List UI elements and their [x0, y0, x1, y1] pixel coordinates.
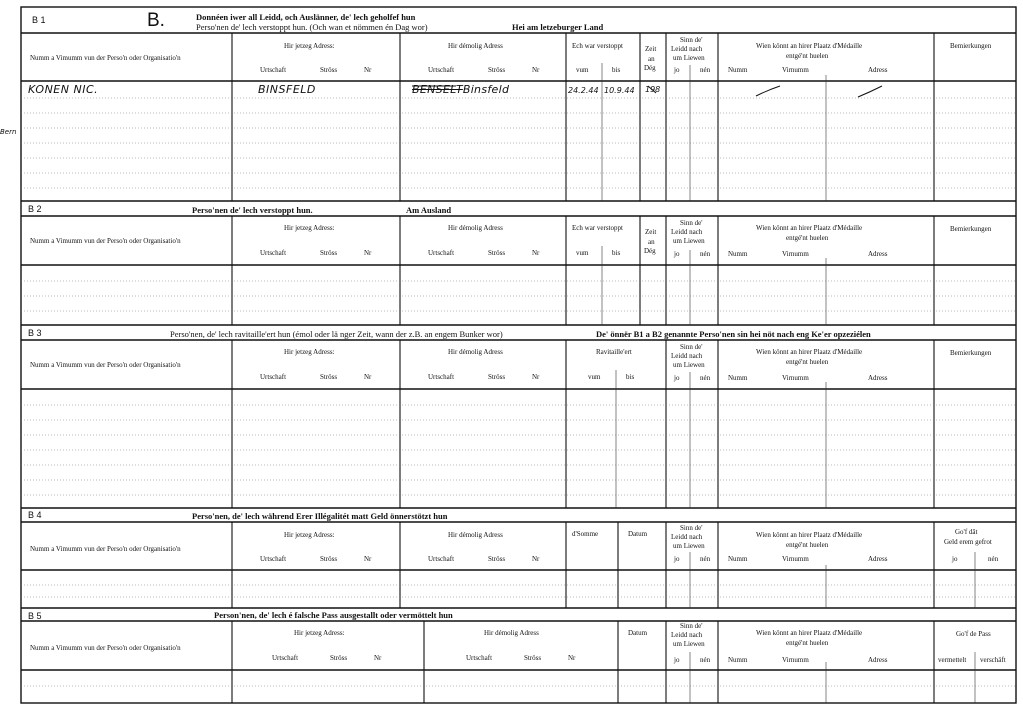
header-bis: bis [612, 66, 621, 74]
header-nr: Nr [364, 555, 372, 563]
entry-name: KONEN NIC. [28, 83, 99, 96]
header-sinn-2: Leidd nach [671, 352, 703, 360]
header-urtschaft: Urtschaft [272, 654, 299, 662]
header-hidden: Ech war verstoppt [572, 42, 623, 50]
section-b4-label: B 4 [28, 510, 42, 520]
header-virnumm: Virnumm [782, 250, 809, 258]
header-pass-vermettelt: vermettelt [938, 656, 967, 664]
header-medal-2: entgé'nt huelen [786, 234, 829, 242]
header-former-address: Hir démolig Adress [448, 42, 503, 50]
header-stross: Ströss [488, 66, 506, 74]
header-datum: Datum [628, 629, 648, 637]
header-name: Numm a Vimumm vun der Perso'n oder Organisatio'n [30, 644, 181, 652]
entry-to-date: 10.9.44 [604, 86, 635, 95]
header-stross: Ströss [320, 66, 338, 74]
header-sinn: Sinn de' [680, 524, 703, 532]
header-medal-2: entgé'nt huelen [786, 639, 829, 647]
header-pass-verschaft: verschäft [980, 656, 1006, 664]
section-b3-note: De' önnër B1 a B2 genannte Perso'nen sin hei nöt nach eng Ke'er opzeziélen [596, 329, 871, 339]
header-medal: Wien könnt an hirer Plaatz d'Médaille [756, 42, 863, 50]
section-b5-label: B 5 [28, 611, 42, 621]
header-medal-2: entgé'nt huelen [786, 358, 829, 366]
entry-current-place: BINSFELD [258, 83, 316, 96]
header-pass: Go'f de Pass [956, 630, 991, 638]
header-remarks: Bemierkungen [950, 225, 992, 233]
header-stross: Ströss [488, 373, 506, 381]
header-medal-2: entgé'nt huelen [786, 52, 829, 60]
form-letter: B. [147, 10, 165, 31]
header-nr: Nr [532, 66, 540, 74]
header-remarks: Bemierkungen [950, 42, 992, 50]
header-nen: nén [700, 66, 711, 74]
header-sinn-3: um Liewen [673, 542, 705, 550]
header-sinn-3: um Liewen [673, 237, 705, 245]
header-adress: Adress [868, 374, 888, 382]
header-current-address: Hir jetzeg Adress: [284, 42, 335, 50]
header-adress: Adress [868, 66, 888, 74]
header-somme: d'Somme [572, 530, 599, 538]
header-jo: jo [674, 555, 680, 563]
header-jo: jo [952, 555, 958, 563]
header-virnumm: Virnumm [782, 66, 809, 74]
header-stross: Ströss [524, 654, 542, 662]
header-stross: Ströss [488, 249, 506, 257]
header-sinn: Sinn de' [680, 343, 703, 351]
header-urtschaft: Urtschaft [260, 66, 287, 74]
entry-former-place-struck: BENSELT [412, 83, 463, 96]
header-urtschaft: Urtschaft [428, 249, 455, 257]
header-datum: Datum [628, 530, 648, 538]
header-nr: Nr [568, 654, 576, 662]
header-name: Numm a Vimumm vun der Perso'n oder Organisatio'n [30, 361, 181, 369]
header-nr: Nr [364, 66, 372, 74]
header-sinn-2: Leidd nach [671, 45, 703, 53]
header-vum: vum [588, 373, 601, 381]
header-adress: Adress [868, 555, 888, 563]
header-stross: Ströss [320, 249, 338, 257]
header-urtschaft: Urtschaft [428, 373, 455, 381]
section-b2-title: Perso'nen de' lech verstoppt hun. [192, 205, 313, 215]
section-b1-label: B 1 [32, 15, 46, 25]
header-sinn: Sinn de' [680, 622, 703, 630]
header-former-address: Hir démolig Adress [448, 348, 503, 356]
header-zeit-deg: Dég [644, 64, 656, 72]
header-numm: Numm [728, 656, 748, 664]
section-b1-country: Hei am letzeburger Land [512, 22, 604, 32]
header-numm: Numm [728, 66, 748, 74]
entry-days: 198 [645, 85, 661, 94]
header-sinn: Sinn de' [680, 219, 703, 227]
header-jo: jo [674, 250, 680, 258]
section-b3-label: B 3 [28, 328, 42, 338]
header-nr: Nr [532, 249, 540, 257]
margin-note: Bern [0, 128, 17, 136]
header-stross: Ströss [488, 555, 506, 563]
header-sinn-2: Leidd nach [671, 631, 703, 639]
section-b1-title: Donnéen iwer all Leidd, och Auslänner, de' lech geholfef hun [196, 12, 416, 22]
header-stross: Ströss [320, 373, 338, 381]
header-numm: Numm [728, 374, 748, 382]
header-name: Numm a Vimumm vun der Perso'n oder Organisatio'n [30, 54, 181, 62]
header-current-address: Hir jetzeg Adress: [284, 531, 335, 539]
header-medal: Wien könnt an hirer Plaatz d'Médaille [756, 629, 863, 637]
header-urtschaft: Urtschaft [428, 66, 455, 74]
section-b3-title: Perso'nen, de' lech ravitaille'ert hun (émol oder lä nger Zeit, wann der z.B. an engem Bunker wor) [170, 329, 503, 339]
header-vum: vum [576, 249, 589, 257]
header-virnumm: Virnumm [782, 656, 809, 664]
header-virnumm: Virnumm [782, 374, 809, 382]
header-jo: jo [674, 66, 680, 74]
header-hidden: Ech war verstoppt [572, 224, 623, 232]
header-remarks: Bemierkungen [950, 349, 992, 357]
header-former-address: Hir démolig Adress [484, 629, 539, 637]
header-zeit-an: an [648, 238, 655, 246]
header-name: Numm a Vimumm vun der Perso'n oder Organisatio'n [30, 237, 181, 245]
header-sinn-3: um Liewen [673, 640, 705, 648]
entry-former-place [412, 84, 509, 95]
header-adress: Adress [868, 250, 888, 258]
header-nr: Nr [374, 654, 382, 662]
header-nen: nén [700, 555, 711, 563]
header-medal: Wien könnt an hirer Plaatz d'Médaille [756, 224, 863, 232]
header-zeit: Zeit [645, 228, 657, 236]
header-bis: bis [626, 373, 635, 381]
header-urtschaft: Urtschaft [428, 555, 455, 563]
header-stross: Ströss [330, 654, 348, 662]
header-name: Numm a Vimumm vun der Perso'n oder Organisatio'n [30, 545, 181, 553]
header-virnumm: Virnumm [782, 555, 809, 563]
header-gof-2: Geld erem gefrot [944, 538, 992, 546]
section-b5-title: Person'nen, de' lech é falsche Pass ausgestallt oder vermöttelt hun [214, 610, 453, 620]
entry-former-place-corrected: Binsfeld [462, 83, 510, 96]
header-urtschaft: Urtschaft [260, 555, 287, 563]
header-jo: jo [674, 374, 680, 382]
header-medal: Wien könnt an hirer Plaatz d'Médaille [756, 531, 863, 539]
header-former-address: Hir démolig Adress [448, 531, 503, 539]
header-sinn-2: Leidd nach [671, 228, 703, 236]
header-urtschaft: Urtschaft [466, 654, 493, 662]
header-sinn-2: Leidd nach [671, 533, 703, 541]
section-b1-subtitle: Perso'nen de' lech verstoppt hun. (Och wan et nömmen én Dag wor) [196, 22, 428, 32]
header-bis: bis [612, 249, 621, 257]
header-urtschaft: Urtschaft [260, 249, 287, 257]
header-ravitailleert: Ravitaille'ert [596, 348, 632, 356]
header-nen: nén [700, 374, 711, 382]
header-numm: Numm [728, 250, 748, 258]
header-current-address: Hir jetzeg Adress: [284, 348, 335, 356]
header-current-address: Hir jetzeg Adress: [294, 629, 345, 637]
header-medal-2: entgé'nt huelen [786, 541, 829, 549]
section-b4-title: Perso'nen, de' lech während Erer Illégalitét matt Geld önnerstötzt hun [192, 511, 448, 521]
header-nr: Nr [364, 373, 372, 381]
header-nen: nén [988, 555, 999, 563]
header-zeit-deg: Dég [644, 247, 656, 255]
header-nr: Nr [532, 373, 540, 381]
header-medal: Wien könnt an hirer Plaatz d'Médaille [756, 348, 863, 356]
entry-from-date: 24.2.44 [568, 86, 599, 95]
header-nen: nén [700, 250, 711, 258]
header-nen: nén [700, 656, 711, 664]
header-nr: Nr [364, 249, 372, 257]
header-vum: vum [576, 66, 589, 74]
header-sinn-3: um Liewen [673, 54, 705, 62]
header-gof: Go'f dât [955, 528, 978, 536]
header-zeit-an: an [648, 55, 655, 63]
header-adress: Adress [868, 656, 888, 664]
header-current-address: Hir jetzeg Adress: [284, 224, 335, 232]
section-b2-country: Am Ausland [406, 205, 452, 215]
header-nr: Nr [532, 555, 540, 563]
header-jo: jo [674, 656, 680, 664]
header-stross: Ströss [320, 555, 338, 563]
header-sinn-3: um Liewen [673, 361, 705, 369]
section-b2-label: B 2 [28, 204, 42, 214]
header-sinn: Sinn de' [680, 36, 703, 44]
header-former-address: Hir démolig Adress [448, 224, 503, 232]
header-urtschaft: Urtschaft [260, 373, 287, 381]
header-numm: Numm [728, 555, 748, 563]
header-zeit: Zeit [645, 45, 657, 53]
